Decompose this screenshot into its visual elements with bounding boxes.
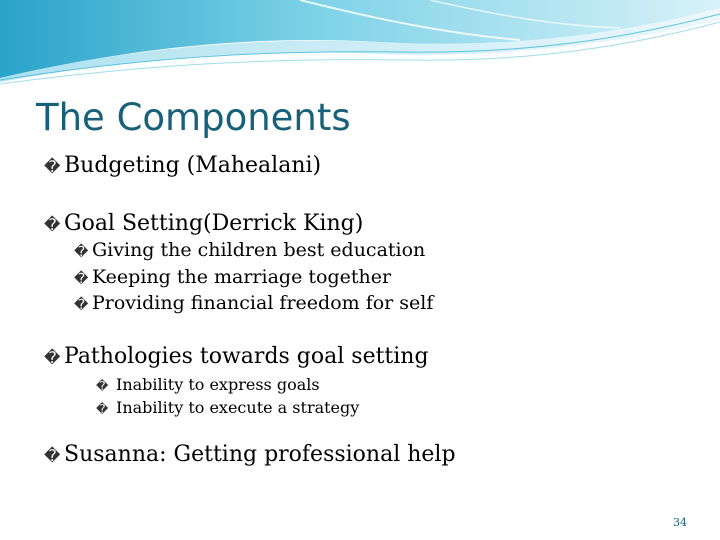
page-number: 34	[673, 516, 687, 529]
bullet-icon: �	[44, 348, 61, 367]
bullet-text: Giving the children best education	[92, 239, 426, 261]
bullet-item-susanna	[44, 442, 456, 467]
sub-bullet-item-express-goals	[96, 375, 320, 394]
slide-title: The Components	[36, 96, 351, 139]
sub-bullet-item-financial-freedom	[74, 292, 433, 314]
bullet-text: Inability to express goals	[116, 375, 320, 394]
bullet-text: Inability to execute a strategy	[116, 398, 360, 417]
bullet-text: Providing financial freedom for self	[92, 292, 434, 314]
bullet-icon: �	[74, 244, 89, 260]
bullet-text: Keeping the marriage together	[92, 266, 392, 288]
bullet-icon: �	[74, 297, 89, 313]
bullet-text: Budgeting (Mahealani)	[64, 153, 322, 178]
bullet-item-budgeting	[44, 153, 321, 178]
sub-bullet-item-execute-strategy	[96, 398, 359, 417]
bullet-icon: �	[74, 271, 89, 287]
bullet-text: Pathologies towards goal setting	[64, 344, 429, 369]
sub-bullet-item-marriage	[74, 266, 391, 288]
bullet-icon: �	[44, 215, 61, 234]
bullet-icon: �	[44, 157, 61, 176]
bullet-text: Goal Setting(Derrick King)	[64, 211, 364, 236]
sub-bullet-item-education	[74, 239, 425, 261]
bullet-icon: �	[44, 446, 61, 465]
bullet-icon: �	[96, 379, 109, 393]
bullet-icon: �	[96, 402, 109, 416]
header-wave-decoration	[0, 0, 720, 90]
bullet-item-pathologies	[44, 344, 429, 369]
bullet-item-goal-setting	[44, 211, 363, 236]
bullet-text: Susanna: Getting professional help	[64, 442, 456, 467]
